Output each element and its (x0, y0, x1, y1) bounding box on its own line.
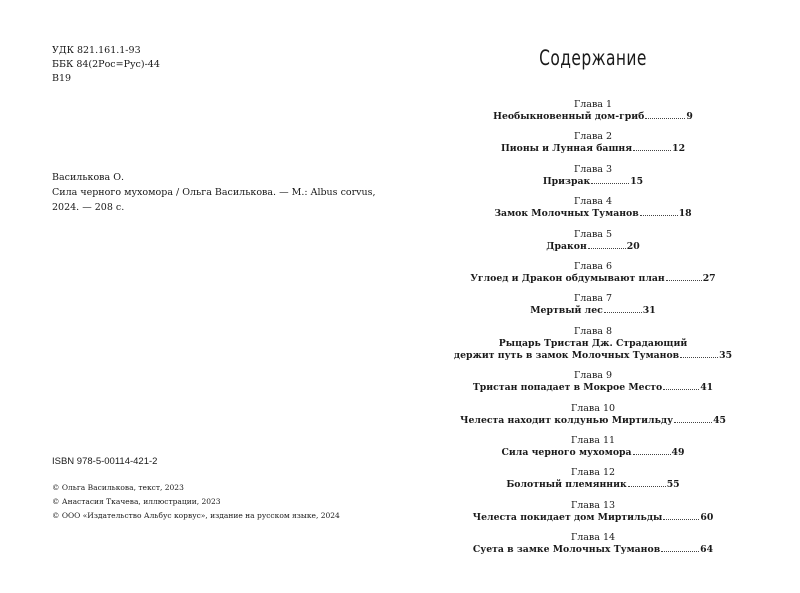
toc-leader-dots (661, 551, 699, 552)
toc-page-number: 18 (678, 208, 692, 220)
toc-page-number: 35 (719, 349, 733, 361)
isbn: ISBN 978-5-00114-421-2 (52, 456, 158, 467)
author-code: В19 (52, 73, 72, 84)
toc-chapter-title: Замок Молочных Туманов 18 (494, 208, 692, 220)
toc-chapter-number: Глава 8 (573, 325, 613, 337)
toc-chapter-title: Призрак 15 (542, 175, 644, 187)
biblio-pages-line: 2024. — 208 с. (52, 202, 125, 213)
toc-chapter-number: Глава 10 (570, 402, 616, 414)
toc-leader-dots (633, 150, 671, 151)
toc-page-number: 60 (700, 511, 714, 523)
toc-chapter-title: Углоед и Дракон обдумывают план 27 (470, 272, 716, 284)
copyright-illustrations: © Анастасия Ткачева, иллюстрации, 2023 (52, 497, 221, 506)
toc-chapter-title: Суета в замке Молочных Туманов 64 (472, 544, 714, 556)
toc-entry[interactable] (400, 99, 786, 123)
toc-leader-dots (591, 183, 629, 184)
toc-page-number: 12 (672, 143, 686, 155)
toc-leader-dots (588, 248, 626, 249)
copyright-block (52, 481, 340, 523)
toc-page-number: 64 (700, 544, 714, 556)
toc-chapter-title: Челеста покидает дом Миртильды 60 (472, 511, 714, 523)
biblio-title-line: Сила черного мухомора / Ольга Василькова. — М.: Albus corvus, (52, 187, 376, 198)
toc-chapter-number: Глава 4 (573, 196, 613, 208)
toc-entry[interactable] (400, 403, 786, 427)
toc-chapter-number: Глава 11 (570, 434, 616, 446)
toc-page-number: 20 (626, 240, 640, 252)
toc-chapter-title: Сила черного мухомора 49 (501, 446, 685, 458)
catalog-codes (52, 44, 160, 86)
toc-chapter-title: Мертвый лес 31 (530, 305, 656, 317)
toc-entry[interactable] (400, 435, 786, 459)
toc-chapter-number: Глава 6 (573, 260, 613, 272)
table-of-contents (400, 99, 786, 564)
bbk-code: ББК 84(2Рос=Рус)-44 (52, 59, 160, 70)
toc-page-number: 55 (666, 479, 680, 491)
toc-page-number: 31 (642, 305, 656, 317)
toc-leader-dots (663, 389, 699, 390)
toc-chapter-number: Глава 9 (573, 370, 613, 382)
toc-entry[interactable] (400, 229, 786, 253)
toc-page-number: 45 (713, 414, 727, 426)
toc-chapter-title: Пионы и Лунная башня 12 (500, 143, 686, 155)
copyright-publisher: © ООО «Издательство Альбус корвус», издание на русском языке, 2024 (52, 511, 340, 520)
toc-entry[interactable] (400, 326, 786, 362)
toc-entry[interactable] (400, 196, 786, 220)
toc-chapter-title: Болотный племянник 55 (506, 479, 680, 491)
toc-page-number: 49 (671, 446, 685, 458)
toc-entry[interactable] (400, 467, 786, 491)
toc-page-number: 41 (700, 382, 714, 394)
bibliographic-record (52, 170, 376, 215)
toc-leader-dots (666, 280, 702, 281)
toc-leader-dots (663, 519, 699, 520)
toc-chapter-number: Глава 2 (573, 131, 613, 143)
toc-chapter-number: Глава 5 (573, 228, 613, 240)
toc-leader-dots (604, 312, 642, 313)
toc-chapter-number: Глава 1 (573, 99, 613, 110)
udc-code: УДК 821.161.1-93 (52, 45, 141, 56)
toc-leader-dots (640, 215, 678, 216)
toc-entry[interactable] (400, 131, 786, 155)
toc-chapter-title: Тристан попадает в Мокрое Место 41 (472, 382, 714, 394)
toc-page-number: 15 (630, 175, 644, 187)
toc-chapter-number: Глава 7 (573, 293, 613, 305)
toc-chapter-number: Глава 12 (570, 467, 616, 479)
toc-title: Содержание (539, 46, 647, 70)
toc-chapter-title: Необыкновенный дом-гриб 9 (493, 111, 693, 122)
toc-leader-dots (628, 486, 666, 487)
toc-chapter-number: Глава 13 (570, 499, 616, 511)
biblio-author: Василькова О. (52, 172, 125, 183)
toc-chapter-title: Челеста находит колдунью Миртильду 45 (459, 414, 727, 426)
toc-chapter-title: держит путь в замок Молочных Туманов 35 (453, 349, 733, 361)
toc-entry[interactable] (400, 532, 786, 556)
toc-entry[interactable] (400, 500, 786, 524)
toc-chapter-title: Рыцарь Тристан Дж. Страдающий (498, 337, 688, 349)
toc-leader-dots (645, 118, 685, 119)
copyright-text: © Ольга Василькова, текст, 2023 (52, 483, 184, 492)
toc-leader-dots (674, 422, 712, 423)
toc-entry[interactable] (400, 164, 786, 188)
toc-chapter-title: Дракон 20 (546, 240, 640, 252)
toc-page-number: 27 (702, 272, 716, 284)
toc-leader-dots (680, 357, 718, 358)
toc-entry[interactable] (400, 293, 786, 317)
toc-entry[interactable] (400, 370, 786, 394)
toc-chapter-number: Глава 14 (570, 532, 616, 544)
toc-leader-dots (633, 454, 671, 455)
toc-entry[interactable] (400, 261, 786, 285)
toc-page-number: 9 (686, 111, 693, 122)
toc-chapter-number: Глава 3 (573, 163, 613, 175)
